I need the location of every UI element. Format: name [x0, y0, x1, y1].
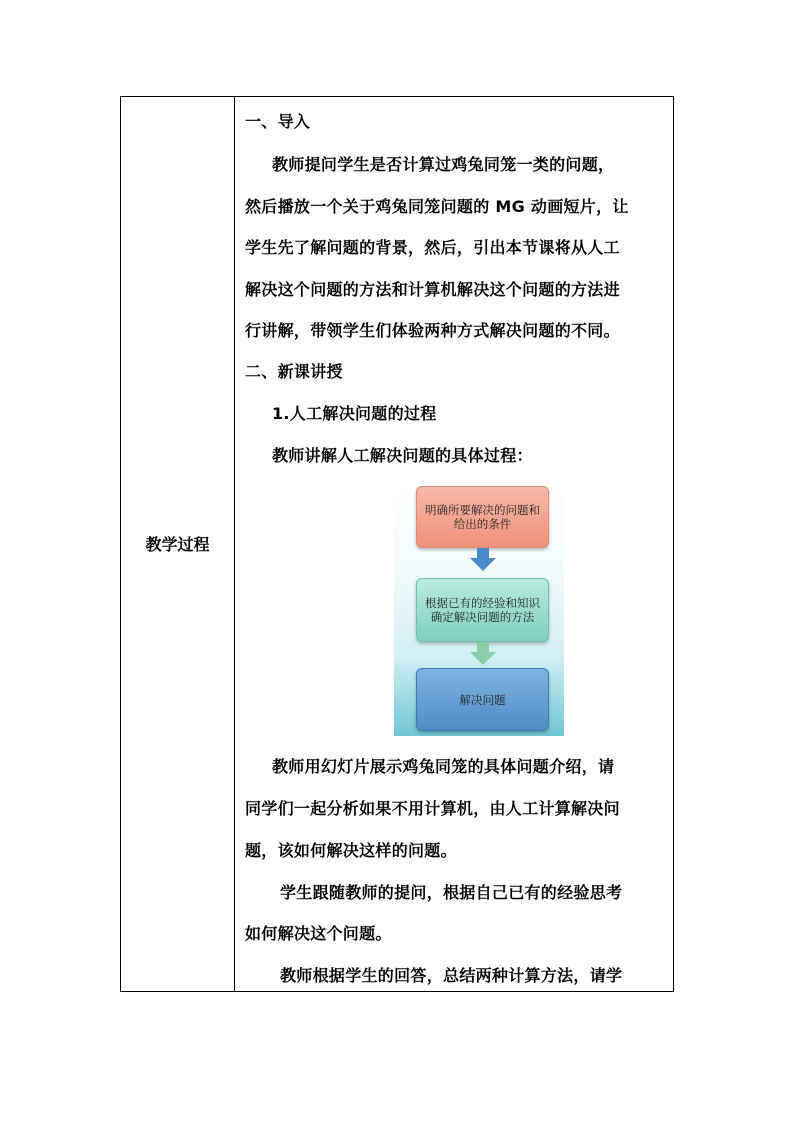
paragraph-line: 教师根据学生的回答，总结两种计算方法，请学 — [280, 966, 623, 985]
paragraph-line: 教师用幻灯片展示鸡兔同笼的具体问题介绍，请 — [272, 757, 615, 776]
column-divider — [234, 97, 235, 991]
flow-step-2: 根据已有的经验和知识确定解决问题的方法 — [416, 578, 549, 642]
row-label: 教学过程 — [145, 535, 210, 554]
flow-step-1: 明确所要解决的问题和给出的条件 — [416, 486, 549, 548]
flowchart — [394, 478, 564, 736]
paragraph-line: 学生先了解问题的背景，然后，引出本节课将从人工 — [245, 238, 620, 257]
paragraph-line: 同学们一起分析如果不用计算机，由人工计算解决问 — [245, 799, 620, 818]
paragraph-line: 题，该如何解决这样的问题。 — [245, 841, 457, 860]
paragraph-line: 然后播放一个关于鸡兔同笼问题的 MG 动画短片，让 — [245, 197, 629, 216]
paragraph-line: 如何解决这个问题。 — [245, 924, 392, 943]
paragraph-line: 学生跟随教师的提问，根据自己已有的经验思考 — [280, 883, 623, 902]
lesson-table — [120, 96, 674, 992]
section-heading-intro: 一、导入 — [245, 112, 311, 131]
paragraph-line: 解决这个问题的方法和计算机解决这个问题的方法进 — [245, 280, 620, 299]
paragraph-line: 行讲解，带领学生们体验两种方式解决问题的不同。 — [245, 321, 620, 340]
subheading: 1.人工解决问题的过程 — [272, 404, 437, 423]
section-heading-new-lesson: 二、新课讲授 — [245, 362, 343, 381]
paragraph-line: 教师提问学生是否计算过鸡兔同笼一类的问题， — [272, 155, 615, 174]
paragraph-line: 教师讲解人工解决问题的具体过程： — [272, 446, 533, 465]
flow-step-3: 解决问题 — [416, 668, 549, 731]
